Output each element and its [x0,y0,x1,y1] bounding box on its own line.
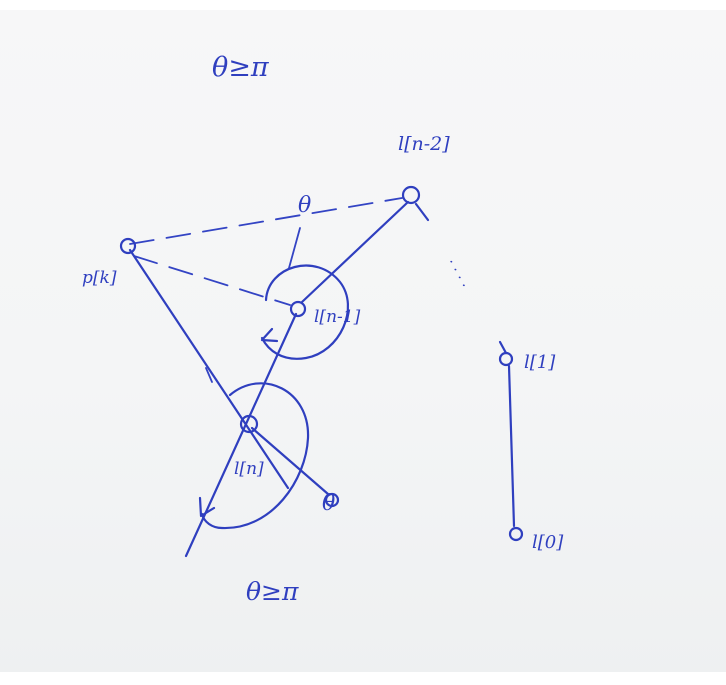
tick-mark [289,228,300,268]
link-ln1-to-ln-extended [186,314,296,556]
link-l1-to-l0 [509,366,514,526]
label-theta-lower: θ [322,491,336,516]
joint-ln2 [403,187,419,203]
tail-l1 [500,342,506,353]
label-ln: l[n] [234,459,264,479]
ellipsis-dots: · · · · [442,256,472,292]
label-ln2: l[n-2] [398,133,450,155]
label-ln1: l[n-1] [314,307,361,327]
joint-l0 [510,528,522,540]
caption-condition: θ≥π [246,577,299,606]
link-p-to-ln [130,250,288,488]
link-ln2-to-ln1 [302,202,408,302]
arc-arrowhead-ln1 [262,329,277,341]
bottom-margin [0,672,726,685]
joint-ln1 [291,302,305,316]
label-theta-upper: θ [298,193,312,218]
label-l1: l[1] [524,352,556,373]
title-condition: θ≥π [212,52,269,83]
joint-l1 [500,353,512,365]
label-p: p[k] [82,268,117,288]
tail-ln2 [416,204,428,220]
label-l0: l[0] [532,532,564,553]
joint-p [121,239,135,253]
dashed-line-p-to-ln2 [130,198,402,244]
